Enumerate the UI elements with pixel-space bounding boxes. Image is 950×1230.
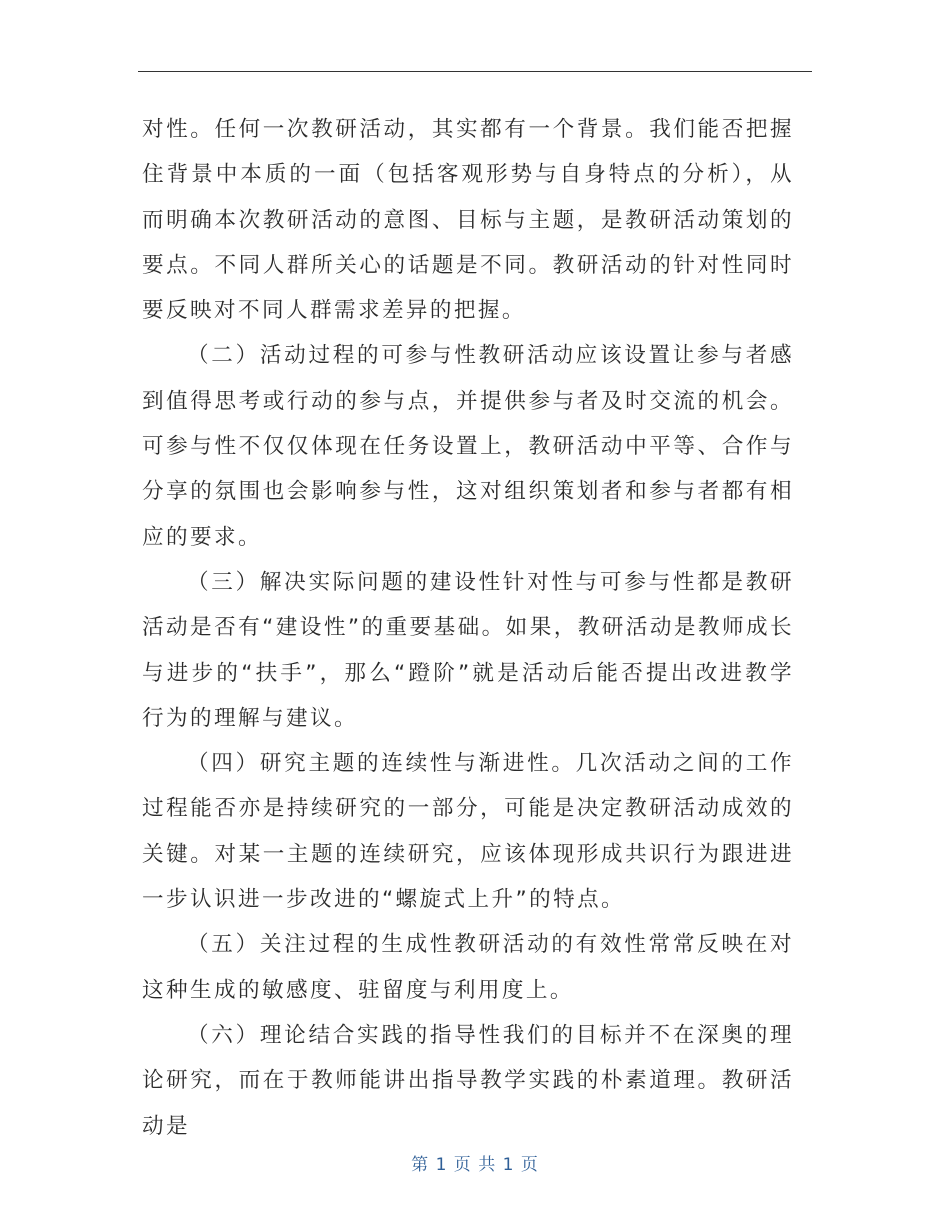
paragraph-section-5: （五）关注过程的生成性教研活动的有效性常常反映在对这种生成的敏感度、驻留度与利用度上。 xyxy=(142,932,794,1003)
paragraph-continuation: 对性。任何一次教研活动，其实都有一个背景。我们能否把握住背景中本质的一面（包括客观形势与自身特点的分析），从而明确本次教研活动的意图、目标与主题，是教研活动策划的要点。不同人群所关心的话题是不同。教研活动的针对性同时要反映对不同人群需求差异的把握。 xyxy=(142,117,794,324)
document-body xyxy=(142,107,794,1149)
paragraph-section-2: （二）活动过程的可参与性教研活动应该设置让参与者感到值得思考或行动的参与点，并提供参与者及时交流的机会。可参与性不仅仅体现在任务设置上，教研活动中平等、合作与分享的氛围也会影响参与性，这对组织策划者和参与者都有相应的要求。 xyxy=(142,343,794,550)
page-number-footer: 第 1 页 共 1 页 xyxy=(411,1155,539,1175)
paragraph-section-6: （六）理论结合实践的指导性我们的目标并不在深奥的理论研究，而在于教师能讲出指导教学实践的朴素道理。教研活动是 xyxy=(142,1022,794,1139)
paragraph-section-3: （三）解决实际问题的建设性针对性与可参与性都是教研活动是否有“建设性”的重要基础。如果，教研活动是教师成长与进步的“扶手”，那么“蹬阶”就是活动后能否提出改进教学行为的理解与建议。 xyxy=(142,569,794,731)
paragraph-section-4: （四）研究主题的连续性与渐进性。几次活动之间的工作过程能否亦是持续研究的一部分，可能是决定教研活动成效的关键。对某一主题的连续研究，应该体现形成共识行为跟进进一步认识进一步改进的“螺旋式上升”的特点。 xyxy=(142,751,794,913)
header-divider xyxy=(138,71,812,72)
